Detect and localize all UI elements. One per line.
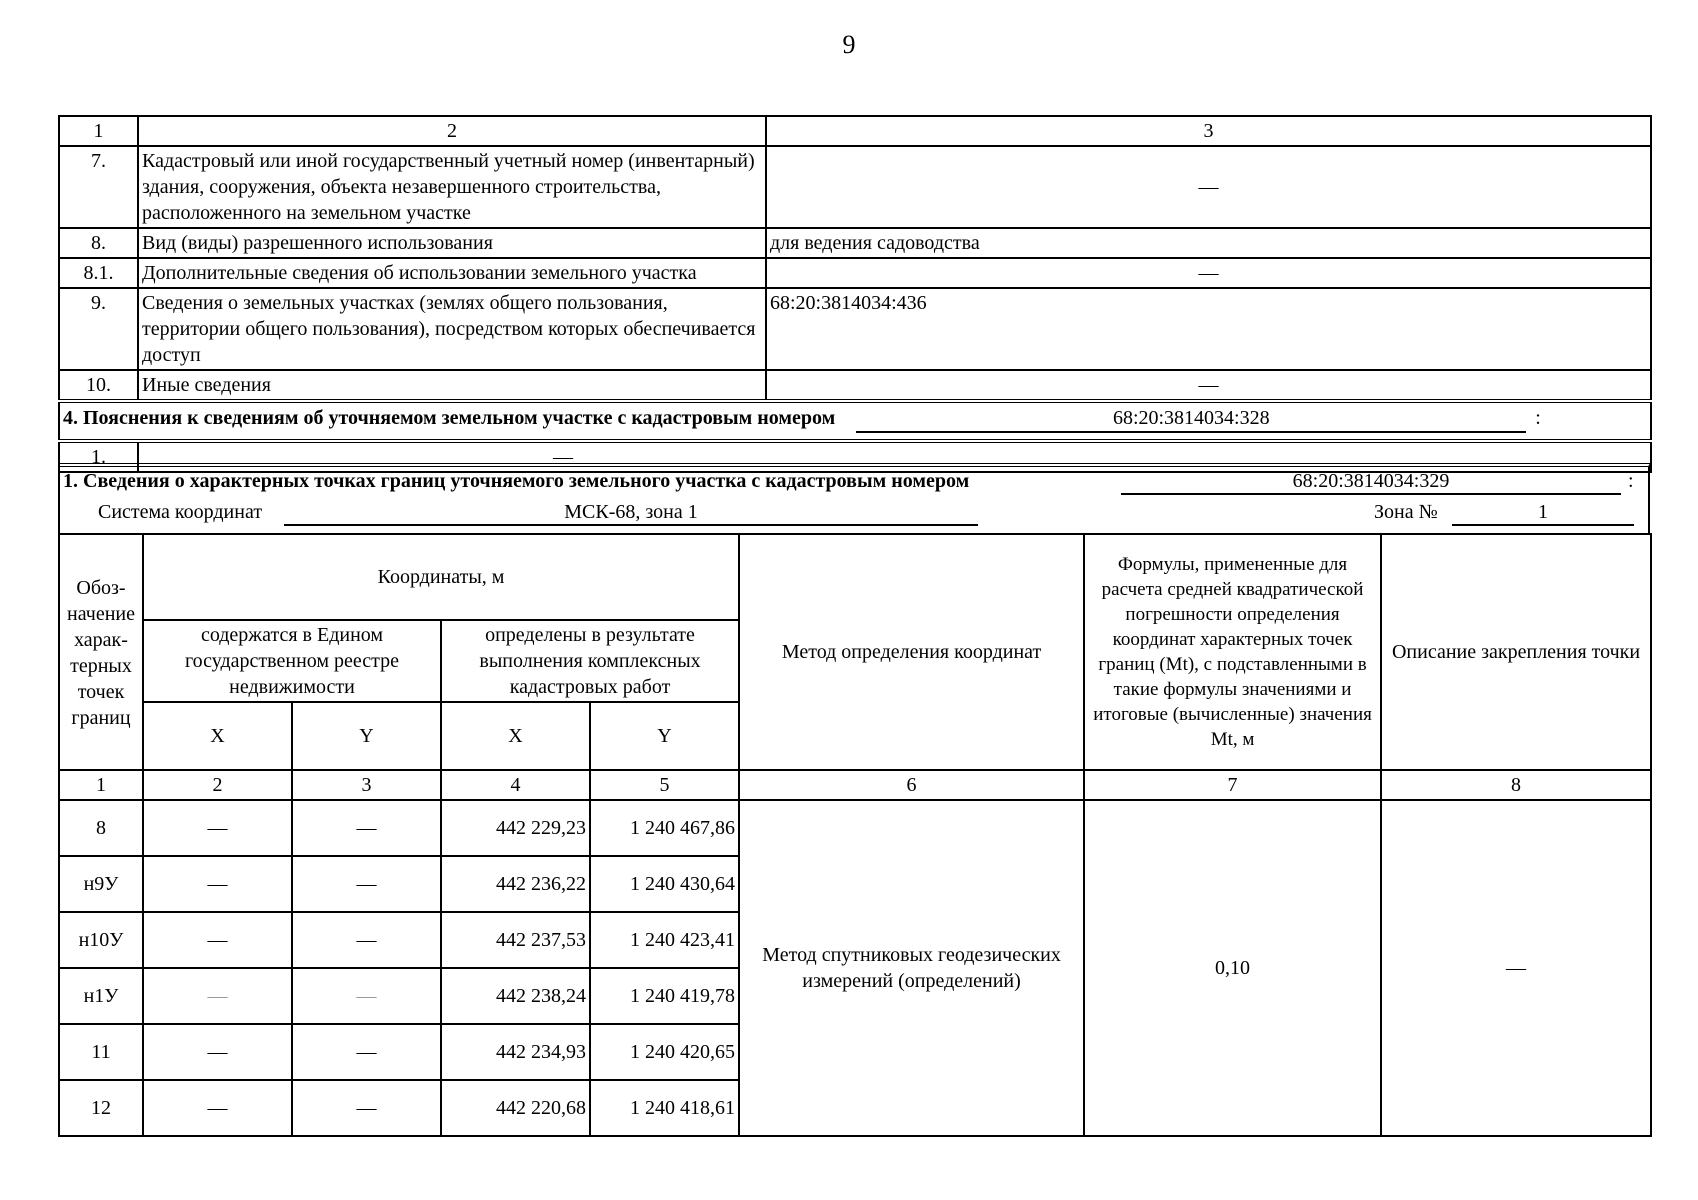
y-egrn: — (292, 912, 441, 968)
row-number: 1. (59, 441, 138, 472)
header-col-2: 2 (138, 116, 766, 146)
col-designation: Обоз-начение харак-терных точек границ (59, 534, 143, 770)
point-name: н9У (59, 856, 143, 912)
row-number: 10. (59, 370, 138, 401)
row-label: Дополнительные сведения об использовании земельного участка (138, 258, 766, 288)
x-value: 442 236,22 (441, 856, 590, 912)
method-value: Метод спутниковых геодезических измерений (определений) (739, 800, 1084, 1136)
col-description: Описание закрепления точки (1381, 534, 1651, 770)
y-value: 1 240 419,78 (590, 968, 739, 1024)
point-name: н10У (59, 912, 143, 968)
x-egrn: — (143, 1024, 292, 1080)
y-egrn: — (292, 1080, 441, 1136)
col-complex: определены в результате выполнения комплексных кадастровых работ (441, 620, 739, 702)
row-label: Кадастровый или иной государственный учетный номер (инвентарный) здания, сооружения, объекта незавершенного строительства, расположенного на земельном участке (138, 146, 766, 228)
x-value: 442 237,53 (441, 912, 590, 968)
row-value: для ведения садоводства (766, 228, 1651, 258)
y-egrn: — (292, 968, 441, 1024)
col-formula: Формулы, примененные для расчета средней квадратической погрешности определения координат характерных точек границ (Mt), с подставленными в такие формулы значениями и итоговые (вычисленные) значения Mt, м (1084, 534, 1381, 770)
x-egrn: — (143, 1080, 292, 1136)
col-number: 5 (590, 770, 739, 800)
table-header-row (59, 116, 1651, 146)
y-value: 1 240 430,64 (590, 856, 739, 912)
x-egrn: — (143, 856, 292, 912)
col-y-egrn: Y (292, 702, 441, 770)
col-egrn: содержатся в Едином государственном реестре недвижимости (143, 620, 441, 702)
section4-colon: : (1535, 407, 1541, 429)
section4-header-row (59, 401, 1651, 441)
y-egrn: — (292, 1024, 441, 1080)
table-row (59, 146, 1651, 228)
zone-value: 1 (1452, 501, 1634, 526)
y-value: 1 240 420,65 (590, 1024, 739, 1080)
x-value: 442 229,23 (441, 800, 590, 856)
y-value: 1 240 423,41 (590, 912, 739, 968)
row-value: — (766, 370, 1651, 401)
x-value: 442 220,68 (441, 1080, 590, 1136)
coord-system-value: МСК-68, зона 1 (284, 501, 978, 526)
col-x-complex: X (441, 702, 590, 770)
row-value: — (138, 441, 1651, 472)
col-number: 2 (143, 770, 292, 800)
section4-cadastral-number: 68:20:3814034:328 (856, 405, 1526, 433)
x-egrn: — (143, 800, 292, 856)
col-y-complex: Y (590, 702, 739, 770)
row-number: 8. (59, 228, 138, 258)
row-label: Иные сведения (138, 370, 766, 401)
row-number: 8.1. (59, 258, 138, 288)
section4-title: 4. Пояснения к сведениям об уточняемом земельном участке с кадастровым номером (63, 407, 836, 429)
point-name: 8 (59, 800, 143, 856)
y-egrn: — (292, 856, 441, 912)
col-number: 8 (1381, 770, 1651, 800)
description-value: — (1381, 800, 1651, 1136)
col-number: 7 (1084, 770, 1381, 800)
y-value: 1 240 418,61 (590, 1080, 739, 1136)
table-row (59, 258, 1651, 288)
row-value: — (766, 146, 1651, 228)
row-value: 68:20:3814034:436 (766, 288, 1651, 370)
point-name: н1У (59, 968, 143, 1024)
row-label: Вид (виды) разрешенного использования (138, 228, 766, 258)
col-method: Метод определения координат (739, 534, 1084, 770)
y-value: 1 240 467,86 (590, 800, 739, 856)
header-col-1: 1 (59, 116, 138, 146)
y-egrn: — (292, 800, 441, 856)
x-value: 442 234,93 (441, 1024, 590, 1080)
col-x-egrn: X (143, 702, 292, 770)
col-number: 3 (292, 770, 441, 800)
boundary-points-table (58, 533, 1652, 1137)
land-plot-info-table (58, 115, 1652, 473)
row-label: Сведения о земельных участках (землях общего пользования, территории общего пользования), посредством которых обеспечивается доступ (138, 288, 766, 370)
header-col-3: 3 (766, 116, 1651, 146)
section1-title: 1. Сведения о характерных точках границ уточняемого земельного участка с кадастровым номером (63, 470, 970, 492)
x-egrn: — (143, 912, 292, 968)
zone-label: Зона № (1374, 501, 1438, 523)
row-number: 7. (59, 146, 138, 228)
col-number: 1 (59, 770, 143, 800)
mt-value: 0,10 (1084, 800, 1381, 1136)
column-numbers-row (59, 770, 1651, 800)
table-row (59, 288, 1651, 370)
col-coordinates: Координаты, м (143, 534, 739, 620)
section1-colon: : (1628, 470, 1634, 492)
table-row (59, 370, 1651, 401)
x-egrn: — (143, 968, 292, 1024)
col-number: 4 (441, 770, 590, 800)
coord-system-label: Система координат (98, 501, 263, 523)
table-row (59, 800, 1651, 856)
point-name: 11 (59, 1024, 143, 1080)
col-number: 6 (739, 770, 1084, 800)
x-value: 442 238,24 (441, 968, 590, 1024)
section1-cadastral-number: 68:20:3814034:329 (1121, 470, 1621, 495)
table-row (59, 228, 1651, 258)
section1-header (58, 463, 1650, 533)
page-number: 9 (842, 30, 856, 59)
row-number: 9. (59, 288, 138, 370)
point-name: 12 (59, 1080, 143, 1136)
row-value: — (766, 258, 1651, 288)
